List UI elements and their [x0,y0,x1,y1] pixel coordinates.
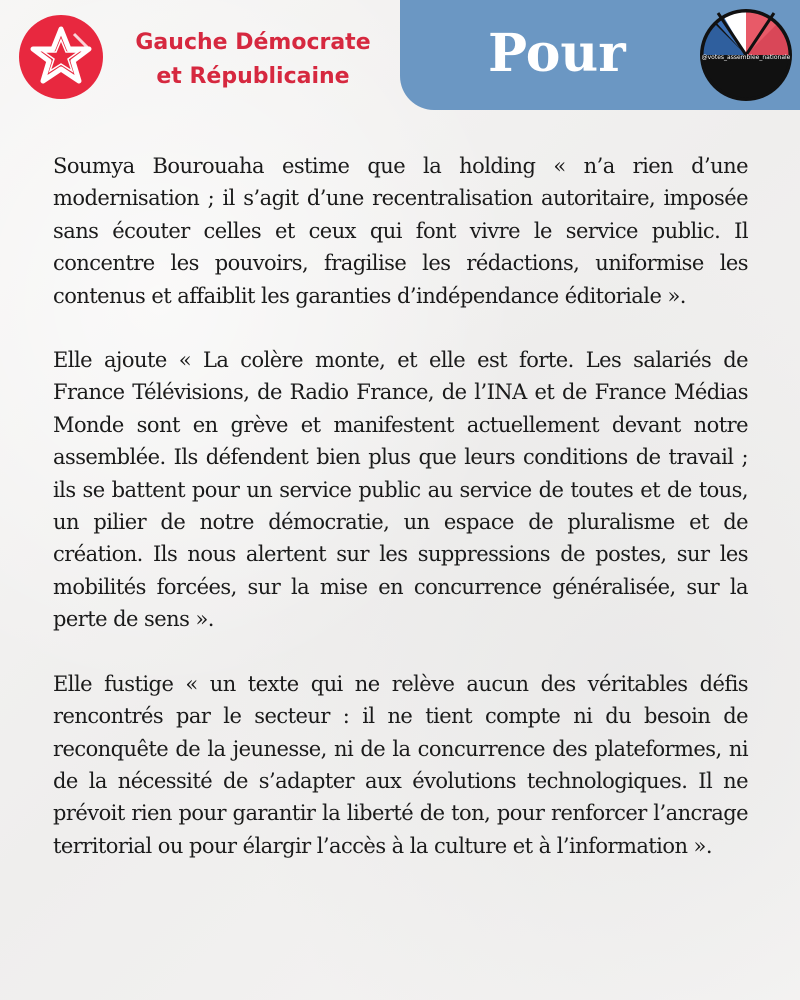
vote-position-label: Pour [488,23,626,84]
party-name-line2: et Républicaine [156,64,350,89]
paragraph-1: Soumya Bourouaha estime que la holding « n’a rien d’une modernisation ; il s’agit d’une recentralisation autoritaire, imposée sans écouter celles et ceux qui font vivre le service public. Il concentre les pouvoirs, fragilise les rédactions, uniformise les contenus et affaiblit les garanties d’indépendance éditoriale ». [53,154,748,308]
paragraph-3: Elle fustige « un texte qui ne relève aucun des véritables défis rencontrés par le secteur : il ne tient compte ni du besoin de reconquête de la jeunesse, ni de la concurrence des plateformes, ni de la nécessité de s’adapter aux évolutions technologiques. Il ne prévoit rien pour garantir la liberté de ton, pour renforcer l’ancrage territorial ou pour élargir l’accès à la culture et à l’information ». [53,671,748,858]
paragraph-2: Elle ajoute « La colère monte, et elle est forte. Les salariés de France Télévisions, de Radio France, de l’INA et de France Médias Monde sont en grève et manifestent actuellement devant notre assemblée. Ils défendent bien plus que leurs conditions de travail ; ils se battent pour un service public au service de toutes et de tous, un pilier de notre démocratie, un espace de pluralisme et de création. Ils nous alertent sur les suppressions de postes, sur les mobilités forcées, sur la mise en concurrence généralisée, sur la perte de sens ». [53,348,748,632]
party-logo-star-icon [18,14,104,100]
party-name [118,26,388,94]
article-body [53,150,748,894]
party-name-line1: Gauche Démocrate [135,30,371,55]
brand-handle: @votes_assemblee_nationale [701,54,791,61]
